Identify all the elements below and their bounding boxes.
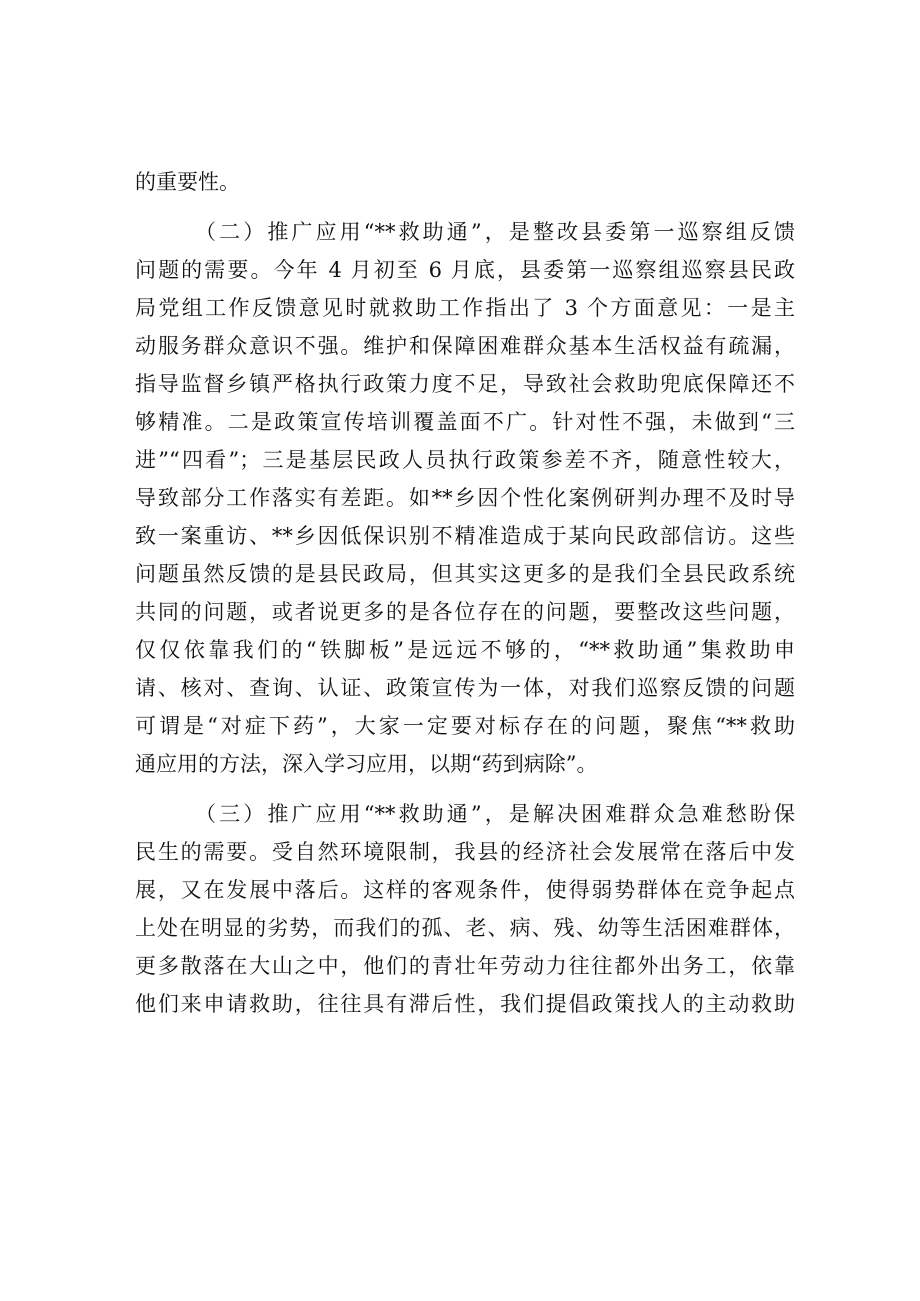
text-line: 民生的需要。受自然环境限制，我县的经济社会发展常在落后中发	[135, 840, 795, 864]
text-line: 导致部分工作落实有差距。如**乡因个性化案例研判办理不及时导	[135, 486, 795, 510]
text-line: 仅仅依靠我们的“铁脚板”是远远不够的，“**救助通”集救助申	[135, 638, 795, 662]
paragraph-3	[135, 795, 795, 1023]
text-line: 致一案重访、**乡因低保识别不精准造成于某向民政部信访。这些	[135, 524, 795, 548]
text-line: 问题虽然反馈的是县民政局，但其实这更多的是我们全县民政系统	[135, 562, 795, 586]
text-line: （二）推广应用“**救助通”，是整改县委第一巡察组反馈	[195, 220, 795, 244]
text-line: （三）推广应用“**救助通”，是解决困难群众急难愁盼保	[195, 802, 795, 826]
paragraph-gap	[135, 201, 795, 213]
text-line: 进”“四看”；三是基层民政人员执行政策参差不齐，随意性较大，	[135, 448, 795, 472]
document-body	[135, 163, 795, 1023]
paragraph-gap	[135, 783, 795, 795]
text-line: 动服务群众意识不强。维护和保障困难群众基本生活权益有疏漏，	[135, 334, 795, 358]
text-line: 可谓是“对症下药”，大家一定要对标存在的问题，聚焦“**救助	[135, 714, 795, 738]
text-line: 指导监督乡镇严格执行政策力度不足，导致社会救助兜底保障还不	[135, 372, 795, 396]
text-line: 的重要性。	[135, 170, 240, 194]
paragraph-2	[135, 213, 795, 783]
text-line: 请、核对、查询、认证、政策宣传为一体，对我们巡察反馈的问题	[135, 676, 795, 700]
text-line: 问题的需要。今年 4 月初至 6 月底，县委第一巡察组巡察县民政	[135, 258, 795, 282]
paragraph-1	[135, 163, 795, 201]
text-line: 他们来申请救助，往往具有滞后性，我们提倡政策找人的主动救助	[135, 992, 795, 1016]
text-line: 展，又在发展中落后。这样的客观条件，使得弱势群体在竞争起点	[135, 878, 795, 902]
text-line: 上处在明显的劣势，而我们的孤、老、病、残、幼等生活困难群体，	[135, 916, 795, 940]
text-line: 通应用的方法，深入学习应用，以期“药到病除”。	[135, 752, 598, 776]
text-line: 共同的问题，或者说更多的是各位存在的问题，要整改这些问题，	[135, 600, 795, 624]
text-line: 更多散落在大山之中，他们的青壮年劳动力往往都外出务工，依靠	[135, 954, 795, 978]
text-line: 够精准。二是政策宣传培训覆盖面不广。针对性不强，未做到“三	[135, 410, 795, 434]
text-line: 局党组工作反馈意见时就救助工作指出了 3 个方面意见：一是主	[135, 296, 795, 320]
